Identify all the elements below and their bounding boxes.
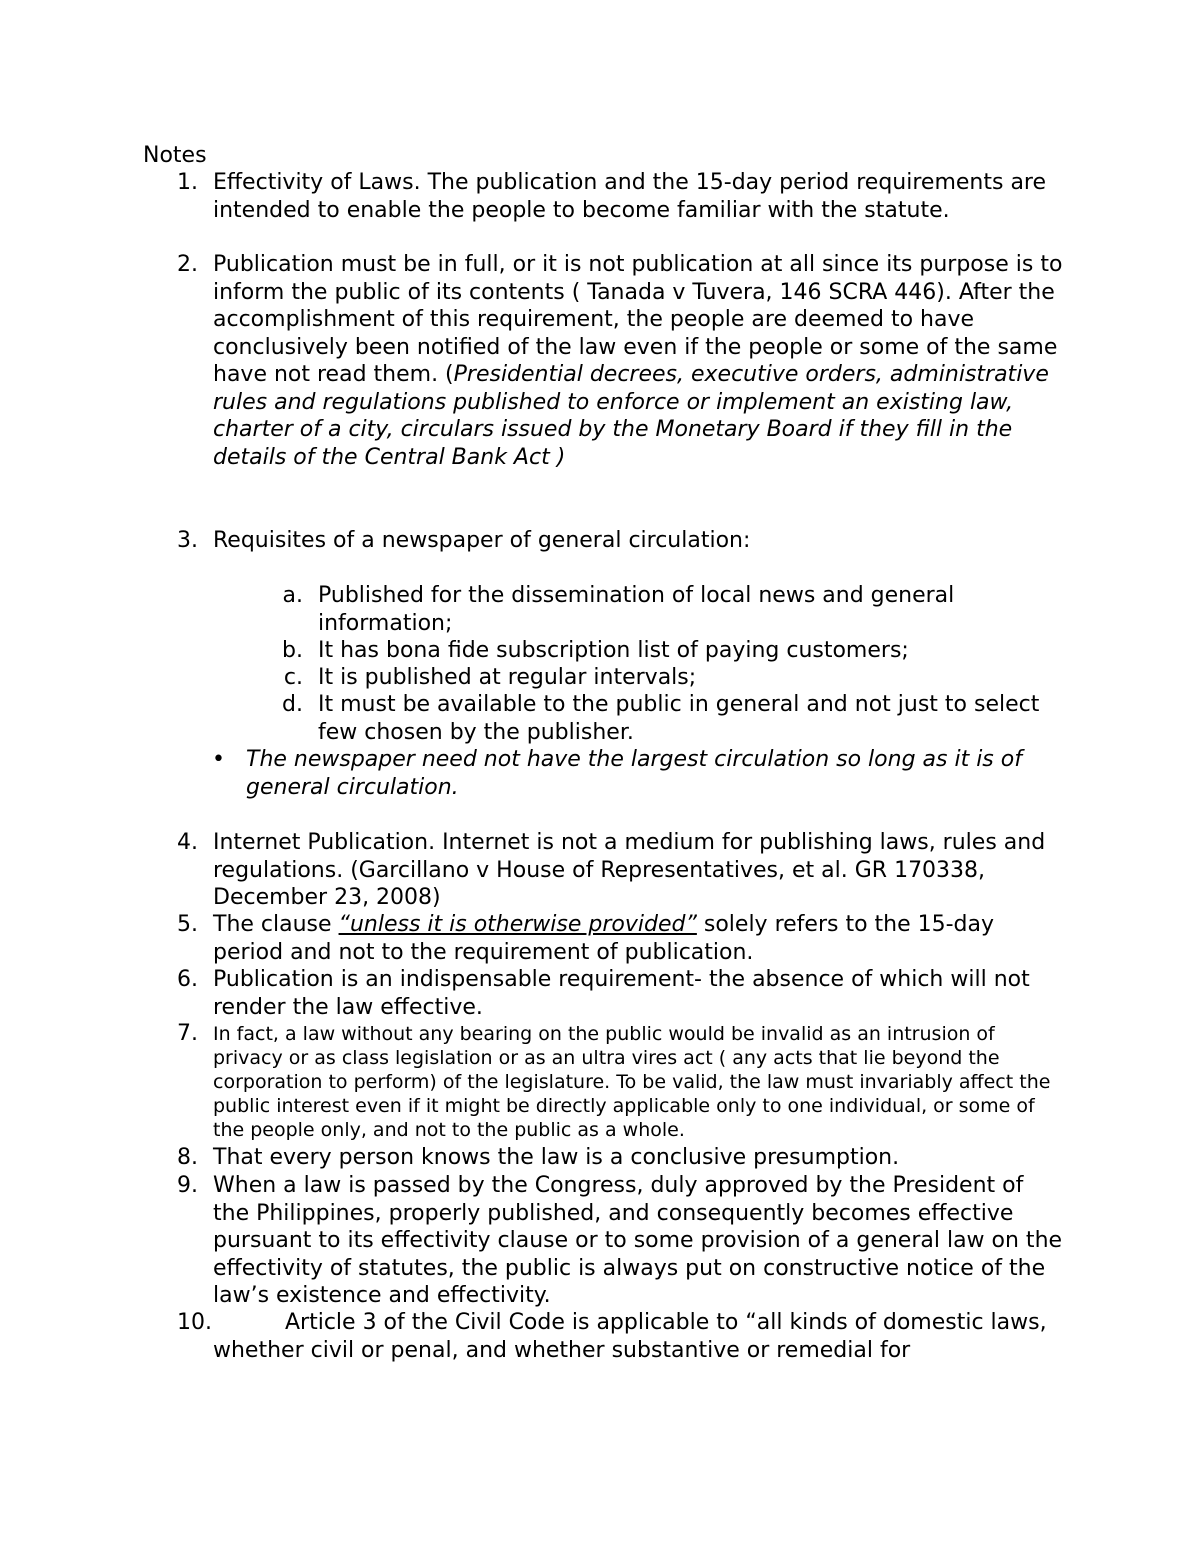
item-text	[213, 251, 1063, 471]
item-number: 9.	[177, 1173, 198, 1198]
list-item-4	[143, 829, 1063, 912]
item-text: Effectivity of Laws. The publication and the 15-day period requirements are intended to enable the people to become familiar with the statute.	[213, 170, 1047, 223]
sub-item-letter: b.	[282, 638, 303, 663]
item-text: That every person knows the law is a conclusive presumption.	[213, 1145, 900, 1170]
sub-item-d	[270, 691, 1050, 746]
list-item-10	[143, 1309, 1063, 1364]
bullet-note	[212, 746, 1052, 801]
bullet-text: The newspaper need not have the largest circulation so long as it is of general circulation.	[246, 747, 1022, 800]
bullet-icon: •	[212, 747, 225, 772]
sub-item-text: Published for the dissemination of local news and general information;	[318, 583, 955, 636]
list-item-6	[143, 966, 1063, 1021]
item-text: In fact, a law without any bearing on the public would be invalid as an intrusion of privacy or as class legislation or as an ultra vires act ( any acts that lie beyond the corporation to perform) of the legislature. To be valid, the law must invariably affect the public interest even if it might be directly applicable only to one individual, or some of the people only, and not to the public as a whole.	[213, 1023, 1051, 1141]
sub-item-c	[270, 664, 1050, 692]
sub-item-letter: d.	[282, 692, 303, 717]
item-text-emphasis: “unless it is otherwise provided”	[338, 912, 697, 937]
item-number: 1.	[177, 170, 198, 195]
sub-item-b	[270, 637, 1050, 665]
item-text	[213, 911, 1063, 966]
item-text-after: solely refers to the 15-day period and not to the requirement of publication.	[213, 912, 995, 965]
list-item-3	[143, 527, 1063, 555]
list-item-9	[143, 1172, 1063, 1310]
item-number: 10.	[177, 1310, 212, 1335]
item-text: Publication is an indispensable requirement- the absence of which will not render the law effective.	[213, 967, 1030, 1020]
list-item-5	[143, 911, 1063, 966]
list-item-8	[143, 1144, 1063, 1172]
item-text-plain: Publication must be in full, or it is not publication at all since its purpose is to inform the public of its contents ( Tanada v Tuvera, 146 SCRA 446). After the accomplishment of this requirement, the people are deemed to have conclusively been notified of the law even if the people or some of the same have not read them. (	[213, 252, 1063, 387]
item-number: 7.	[177, 1021, 198, 1046]
item-text	[213, 1309, 1063, 1364]
sub-item-text: It has bona fide subscription list of paying customers;	[318, 638, 909, 663]
sub-item-text: It is published at regular intervals;	[318, 665, 697, 690]
item-text-content: Article 3 of the Civil Code is applicable to “all kinds of domestic laws, whether civil or penal, and whether substantive or remedial for	[213, 1310, 1047, 1363]
item-number: 4.	[177, 830, 198, 855]
sub-item-letter: a.	[282, 583, 303, 608]
item-number: 2.	[177, 252, 198, 277]
sub-item-letter: c.	[283, 665, 303, 690]
list-item-1	[143, 169, 1063, 224]
list-item-7	[143, 1022, 1063, 1142]
item-text: When a law is passed by the Congress, duly approved by the President of the Philippines, properly published, and consequently becomes effective pursuant to its effectivity clause or to some provision of a general law on the effectivity of statutes, the public is always put on constructive notice of the law’s existence and effectivity.	[213, 1173, 1063, 1308]
sub-item-text: It must be available to the public in general and not just to select few chosen by the publisher.	[318, 692, 1040, 745]
item-number: 6.	[177, 967, 198, 992]
list-item-2	[143, 251, 1063, 471]
page-title: Notes	[143, 143, 207, 168]
item-text-before: The clause	[213, 912, 339, 937]
item-number: 5.	[177, 912, 198, 937]
item-text: Internet Publication. Internet is not a medium for publishing laws, rules and regulations. (Garcillano v House of Representatives, et al. GR 170338, December 23, 2008)	[213, 830, 1046, 910]
sub-item-a	[270, 582, 1050, 637]
item-text-italic: Presidential decrees, executive orders, administrative rules and regulations published to enforce or implement an existing law, charter of a city, circulars issued by the Monetary Board if they fill in the details of the Central Bank Act )	[213, 362, 1049, 470]
item-number: 8.	[177, 1145, 198, 1170]
item-number: 3.	[177, 528, 198, 553]
item-text: Requisites of a newspaper of general circulation:	[213, 528, 751, 553]
